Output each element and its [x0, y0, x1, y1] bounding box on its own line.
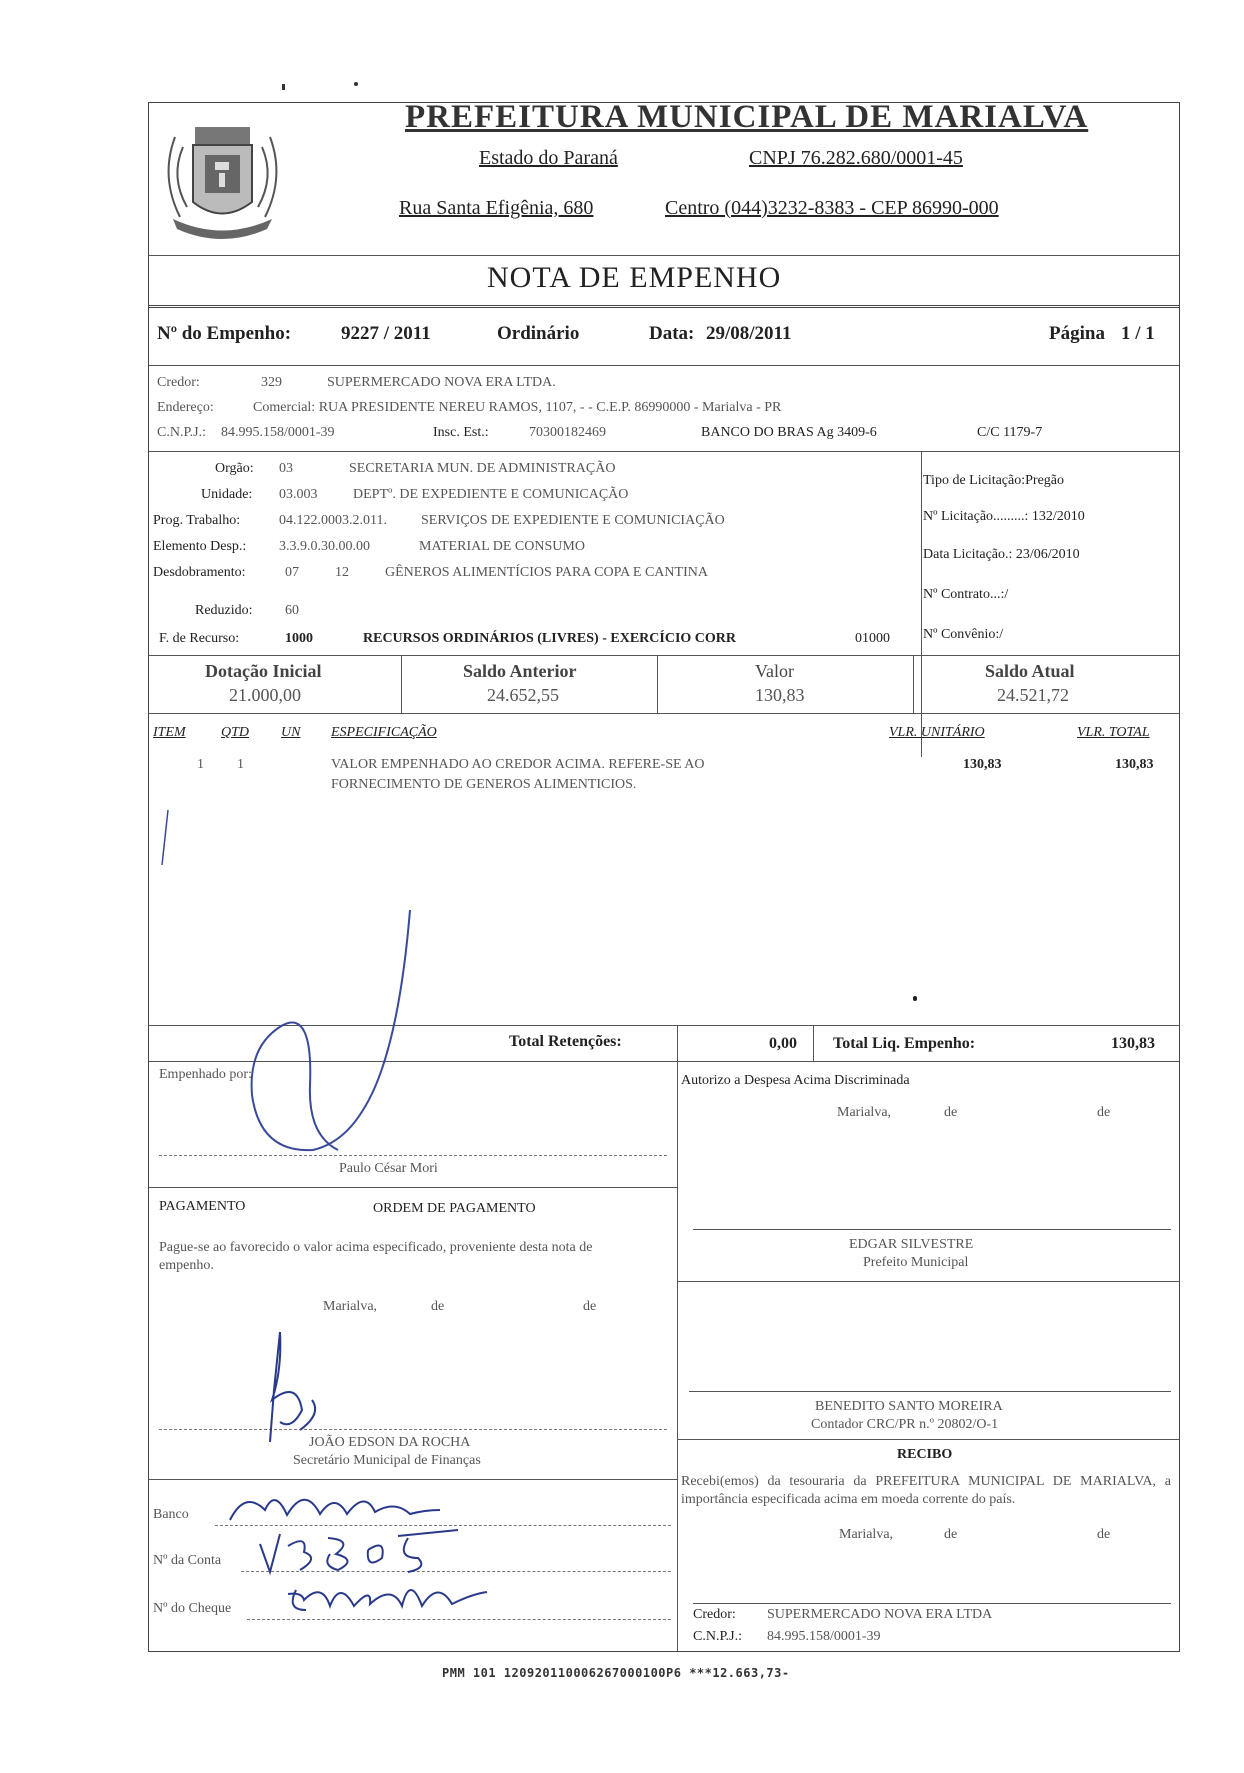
address-label: Rua Santa Efigênia, 680 [399, 197, 594, 219]
credor-cnpj-label: C.N.P.J.: [157, 425, 207, 440]
orgao-name: SECRETARIA MUN. DE ADMINISTRAÇÃO [349, 461, 616, 476]
credor-insc: 70300182469 [529, 425, 606, 440]
handwritten-banco [225, 1480, 445, 1530]
licitacao-numero: Nº Licitação.........: 132/2010 [923, 509, 1085, 524]
autorizo-signer: EDGAR SILVESTRE [849, 1237, 974, 1252]
pagamento-city: Marialva, [323, 1299, 378, 1314]
liquido-value: 130,83 [1111, 1035, 1155, 1052]
pagamento-de2: de [583, 1299, 597, 1314]
speck [282, 84, 285, 90]
document-title: NOTA DE EMPENHO [487, 261, 782, 294]
contador-role: Contador CRC/PR n.º 20802/O-1 [811, 1417, 999, 1432]
prog-code: 04.122.0003.2.011. [279, 513, 387, 528]
saldo-valor-value: 130,83 [755, 685, 805, 705]
col-un: UN [281, 725, 301, 740]
saldo-dotacao-label: Dotação Inicial [205, 661, 322, 681]
credor-bank: BANCO DO BRAS Ag 3409-6 [701, 425, 877, 440]
credor-insc-label: Insc. Est.: [433, 425, 489, 440]
empenhado-label: Empenhado por: [159, 1067, 252, 1082]
pagamento-text: Pague-se ao favorecido o valor acima especificado, proveniente desta nota de empenho. [159, 1240, 593, 1273]
saldo-atual-value: 24.521,72 [997, 685, 1069, 705]
item-number: 1 [197, 757, 204, 772]
recibo-credor-label: Credor: [693, 1607, 736, 1622]
desdobramento-name: GÊNEROS ALIMENTÍCIOS PARA COPA E CANTINA [385, 565, 708, 580]
item-qtd: 1 [237, 757, 244, 772]
saldo-atual-label: Saldo Atual [985, 661, 1075, 681]
ordem-label: ORDEM DE PAGAMENTO [373, 1201, 536, 1216]
prog-name: SERVIÇOS DE EXPEDIENTE E COMUNICIAÇÃO [421, 513, 725, 528]
autorizo-de2: de [1097, 1105, 1111, 1120]
elemento-label: Elemento Desp.: [153, 539, 247, 554]
recibo-text: Recebi(emos) da tesouraria da PREFEITURA MUNICIPAL DE MARIALVA, a importância especificada acima em moeda corrente do país. [681, 1474, 1171, 1507]
credor-label: Credor: [157, 375, 200, 390]
unidade-name: DEPTº. DE EXPEDIENTE E COMUNICAÇÃO [353, 487, 629, 502]
handwritten-cheque [282, 1570, 492, 1620]
col-unit: VLR. UNITÁRIO [889, 725, 985, 740]
item-espec-line2: FORNECIMENTO DE GENEROS ALIMENTICIOS. [331, 777, 637, 792]
empenho-date-label: Data: [649, 323, 695, 344]
credor-cnpj: 84.995.158/0001-39 [221, 425, 335, 440]
empenho-number-label: Nº do Empenho: [157, 323, 292, 344]
state-label: Estado do Paraná [479, 147, 618, 169]
licitacao-tipo: Tipo de Licitação:Pregão [923, 473, 1065, 488]
contador-name: BENEDITO SANTO MOREIRA [815, 1399, 1003, 1414]
col-total: VLR. TOTAL [1077, 725, 1150, 740]
empenho-date: 29/08/2011 [706, 323, 792, 344]
orgao-code: 03 [279, 461, 293, 476]
speck [354, 82, 358, 86]
pagamento-signer-role: Secretário Municipal de Finanças [293, 1453, 481, 1468]
autorizo-signer-role: Prefeito Municipal [863, 1255, 969, 1270]
page-title: PREFEITURA MUNICIPAL DE MARIALVA [405, 99, 1089, 135]
unidade-label: Unidade: [201, 487, 253, 502]
col-espec: ESPECIFICAÇÃO [331, 725, 437, 740]
credor-name: SUPERMERCADO NOVA ERA LTDA. [327, 375, 556, 390]
saldo-anterior-value: 24.652,55 [487, 685, 559, 705]
elemento-name: MATERIAL DE CONSUMO [419, 539, 585, 554]
licitacao-data: Data Licitação.: 23/06/2010 [923, 547, 1080, 562]
reduzido-value: 60 [285, 603, 299, 618]
pagamento-de1: de [431, 1299, 445, 1314]
liquido-label: Total Liq. Empenho: [833, 1035, 976, 1052]
orgao-label: Orgão: [215, 461, 254, 476]
recibo-city: Marialva, [839, 1527, 894, 1542]
handwritten-signature [148, 805, 418, 1165]
recurso-name: RECURSOS ORDINÁRIOS (LIVRES) - EXERCÍCIO CORR [363, 631, 736, 646]
autorizo-city: Marialva, [837, 1105, 892, 1120]
desdobramento-code: 07 [285, 565, 299, 580]
col-item: ITEM [153, 725, 186, 740]
licitacao-contrato: Nº Contrato...:/ [923, 587, 1009, 602]
item-espec-line1: VALOR EMPENHADO AO CREDOR ACIMA. REFERE-SE AO [331, 757, 705, 772]
desdobramento-sub: 12 [335, 565, 349, 580]
unidade-code: 03.003 [279, 487, 318, 502]
recurso-number: 01000 [855, 631, 890, 646]
recibo-credor: SUPERMERCADO NOVA ERA LTDA [767, 1607, 993, 1622]
recibo-de1: de [944, 1527, 958, 1542]
pagamento-signer: JOÃO EDSON DA ROCHA [309, 1435, 471, 1450]
recibo-de2: de [1097, 1527, 1111, 1542]
item-unit-value: 130,83 [963, 757, 1002, 772]
empenho-type: Ordinário [497, 323, 580, 344]
page-label: Página [1049, 323, 1105, 344]
desdobramento-label: Desdobramento: [153, 565, 246, 580]
handwritten-initials [252, 1330, 332, 1450]
retencoes-label: Total Retenções: [509, 1033, 622, 1050]
credor-code: 329 [261, 375, 282, 390]
recibo-cnpj-label: C.N.P.J.: [693, 1629, 743, 1644]
prog-label: Prog. Trabalho: [153, 513, 241, 528]
pagamento-label: PAGAMENTO [159, 1199, 246, 1214]
saldo-anterior-label: Saldo Anterior [463, 661, 577, 681]
col-qtd: QTD [221, 725, 250, 740]
autorizo-label: Autorizo a Despesa Acima Discriminada [681, 1073, 910, 1088]
crest-icon [155, 107, 290, 245]
item-total-value: 130,83 [1115, 757, 1154, 772]
conta-label: Nº da Conta [153, 1553, 222, 1568]
reduzido-label: Reduzido: [195, 603, 253, 618]
recurso-code: 1000 [285, 631, 313, 646]
autorizo-de1: de [944, 1105, 958, 1120]
cnpj-label: CNPJ 76.282.680/0001-45 [749, 147, 963, 169]
recibo-title: RECIBO [897, 1447, 953, 1462]
credor-address: Comercial: RUA PRESIDENTE NEREU RAMOS, 1107, - - C.E.P. 86990000 - Marialva - PR [253, 400, 782, 415]
handwritten-conta [258, 1528, 458, 1576]
retencoes-value: 0,00 [769, 1035, 797, 1052]
empenhado-name: Paulo César Mori [339, 1161, 438, 1176]
footer-barcode-text: PMM 101 120920110006267000100P6 ***12.663,73- [442, 1666, 790, 1680]
empenho-number: 9227 / 2011 [341, 323, 431, 344]
recibo-cnpj: 84.995.158/0001-39 [767, 1629, 881, 1644]
licitacao-convenio: Nº Convênio:/ [923, 627, 1004, 642]
saldo-valor-label: Valor [755, 661, 794, 681]
recurso-label: F. de Recurso: [159, 631, 240, 646]
saldo-dotacao-value: 21.000,00 [229, 685, 301, 705]
credor-address-label: Endereço: [157, 400, 214, 415]
address-rest-label: Centro (044)3232-8383 - CEP 86990-000 [665, 197, 999, 219]
elemento-code: 3.3.9.0.30.00.00 [279, 539, 370, 554]
credor-account: C/C 1179-7 [977, 425, 1043, 440]
page-number: 1 / 1 [1121, 323, 1155, 344]
banco-label: Banco [153, 1507, 189, 1522]
cheque-label: Nº do Cheque [153, 1601, 232, 1616]
